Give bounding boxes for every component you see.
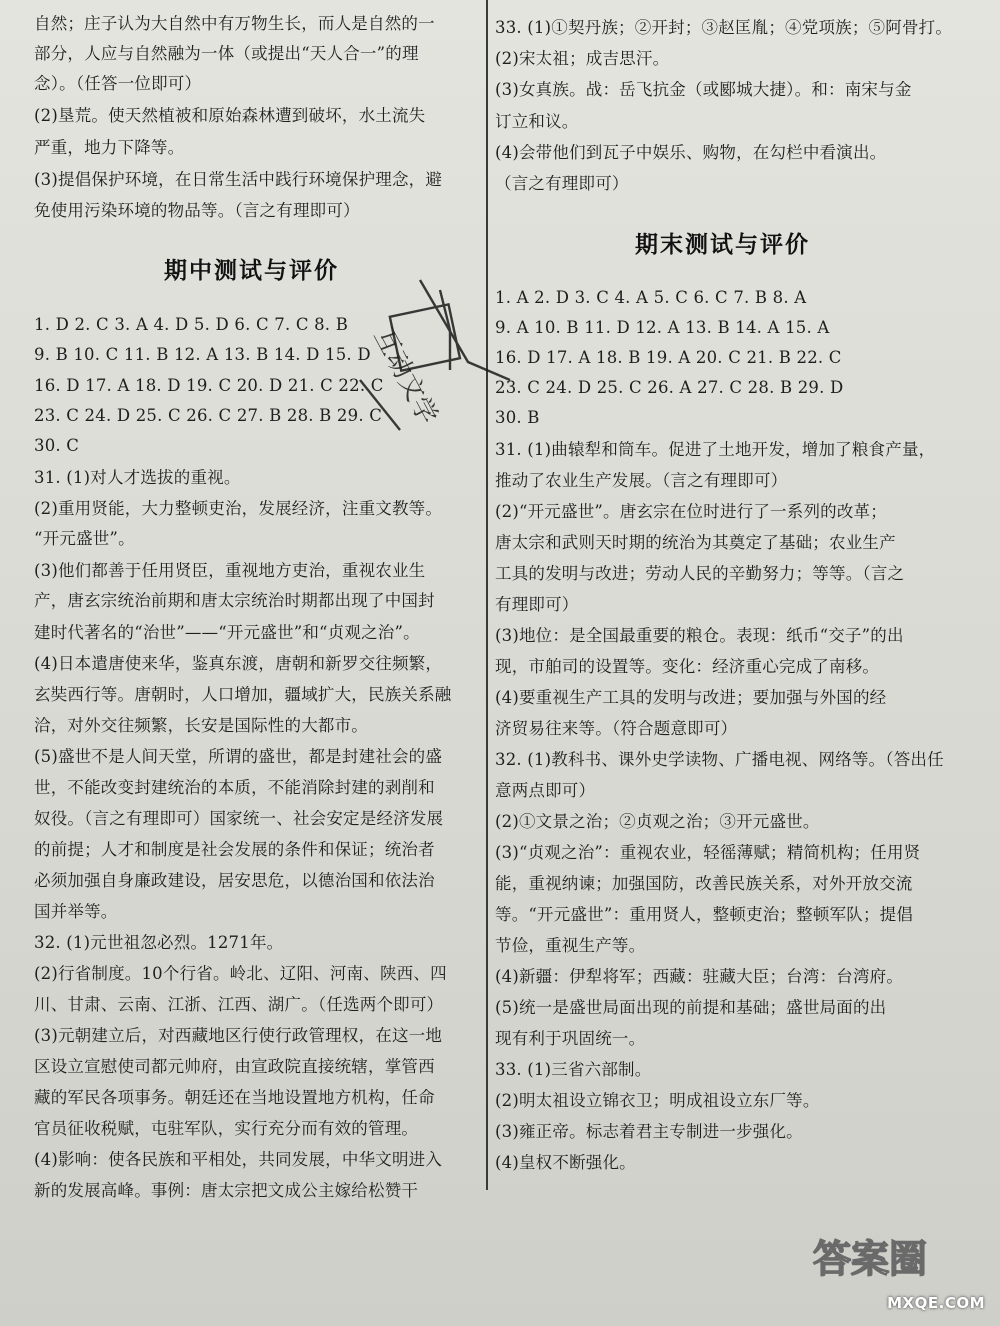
- text-line: (2)行省制度。10个行省。岭北、辽阳、河南、陕西、四: [34, 964, 447, 983]
- text-line: (2)明太祖设立锦衣卫；明成祖设立东厂等。: [495, 1091, 820, 1110]
- text-line: 32. (1)元世祖忽必烈。1271年。: [34, 933, 284, 952]
- text-line: 区设立宣慰使司都元帅府，由宣政院直接统辖，掌管西: [34, 1057, 435, 1076]
- text-line: 能，重视纳谏；加强国防，改善民族关系，对外开放交流: [495, 874, 913, 893]
- text-line: 部分，人应与自然融为一体（或提出“天人合一”的理: [34, 44, 419, 63]
- text-line: (5)盛世不是人间天堂，所谓的盛世，都是封建社会的盛: [34, 747, 443, 766]
- text-line: 现，市舶司的设置等。变化：经济重心完成了南移。: [495, 657, 880, 676]
- site-watermark: [805, 1228, 995, 1318]
- answer-row: 16. D 17. A 18. B 19. A 20. C 21. B 22. C: [495, 348, 842, 367]
- answer-row: 23. C 24. D 25. C 26. C 27. B 28. B 29. C: [34, 406, 383, 425]
- answer-row: 1. A 2. D 3. C 4. A 5. C 6. C 7. B 8. A: [495, 288, 807, 307]
- answer-row: 23. C 24. D 25. C 26. A 27. C 28. B 29. D: [495, 378, 844, 397]
- text-line: (2)宋太祖；成吉思汗。: [495, 49, 670, 68]
- text-line: 唐太宗和武则天时期的统治为其奠定了基础；农业生产: [495, 533, 896, 552]
- text-line: 严重，地力下降等。: [34, 138, 185, 157]
- text-line: 33. (1)三省六部制。: [495, 1060, 652, 1079]
- watermark-logo-icon: [805, 1228, 995, 1288]
- text-line: 产，唐玄宗统治前期和唐太宗统治时期都出现了中国封: [34, 591, 435, 610]
- answer-row: 16. D 17. A 18. D 19. C 20. D 21. C 22. C: [34, 376, 384, 395]
- text-line: (3)他们都善于任用贤臣，重视地方吏治，重视农业生: [34, 561, 426, 580]
- text-line: 官员征收税赋，屯驻军队，实行充分而有效的管理。: [34, 1119, 419, 1138]
- text-line: 等。“开元盛世”：重用贤人，整顿吏治；整顿军队；提倡: [495, 905, 914, 924]
- text-line: 国并举等。: [34, 902, 118, 921]
- text-line: (2)“开元盛世”。唐玄宗在位时进行了一系列的改革；: [495, 502, 887, 521]
- text-line: 必须加强自身廉政建设，居安思危，以德治国和依法治: [34, 871, 435, 890]
- text-line: 31. (1)曲辕犁和筒车。促进了土地开发，增加了粮食产量，: [495, 440, 936, 459]
- text-line: 世，不能改变封建统治的本质，不能消除封建的剥削和: [34, 778, 435, 797]
- answer-row: 9. A 10. B 11. D 12. A 13. B 14. A 15. A: [495, 318, 830, 337]
- answer-row: 1. D 2. C 3. A 4. D 5. D 6. C 7. C 8. B: [34, 315, 349, 334]
- text-line: 奴役。（言之有理即可）国家统一、社会安定是经济发展: [34, 809, 444, 828]
- text-line: 玄奘西行等。唐朝时，人口增加，疆域扩大，民族关系融: [34, 685, 452, 704]
- text-line: (5)统一是盛世局面出现的前提和基础；盛世局面的出: [495, 998, 887, 1017]
- column-divider: [486, 0, 488, 1190]
- text-line: 有理即可）: [495, 595, 579, 614]
- text-line: 31. (1)对人才选拔的重视。: [34, 468, 241, 487]
- text-line: 川、甘肃、云南、江浙、江西、湖广。（任选两个即可）: [34, 995, 444, 1014]
- text-line: (2)①文景之治；②贞观之治；③开元盛世。: [495, 812, 820, 831]
- text-line: (4)皇权不断强化。: [495, 1153, 636, 1172]
- text-line: 订立和议。: [495, 112, 579, 131]
- text-line: 现有利于巩固统一。: [495, 1029, 646, 1048]
- stamp-mark: [300, 270, 520, 440]
- text-line: (3)地位：是全国最重要的粮仓。表现：纸币“交子”的出: [495, 626, 904, 645]
- text-line: 节俭，重视生产等。: [495, 936, 646, 955]
- text-line: (3)元朝建立后，对西藏地区行使行政管理权，在这一地: [34, 1026, 443, 1045]
- text-line: 工具的发明与改进；劳动人民的辛勤努力；等等。（言之: [495, 564, 905, 583]
- text-line: 推动了农业生产发展。（言之有理即可）: [495, 471, 788, 490]
- text-line: (3)女真族。战：岳飞抗金（或郾城大捷）。和：南宋与金: [495, 80, 912, 99]
- section-title-final: 期末测试与评价: [635, 232, 810, 258]
- text-line: (4)影响：使各民族和平相处，共同发展，中华文明进入: [34, 1150, 443, 1169]
- stamp-text: 互动文学: [367, 323, 443, 430]
- answer-row: 30. B: [495, 408, 540, 427]
- text-line: 建时代著名的“治世”——“开元盛世”和“贞观之治”。: [34, 623, 420, 642]
- text-line: (2)重用贤能，大力整顿吏治，发展经济，注重文教等。: [34, 499, 443, 518]
- text-line: (4)会带他们到瓦子中娱乐、购物，在勾栏中看演出。: [495, 143, 887, 162]
- watermark-text: MXQE.COM: [887, 1294, 985, 1312]
- answer-row: 9. B 10. C 11. B 12. A 13. B 14. D 15. D: [34, 345, 371, 364]
- text-line: “开元盛世”。: [34, 529, 135, 548]
- text-line: 33. (1)①契丹族；②开封；③赵匡胤；④党项族；⑤阿骨打。: [495, 18, 953, 37]
- text-line: 的前提；人才和制度是社会发展的条件和保证；统治者: [34, 840, 435, 859]
- text-line: (3)雍正帝。标志着君主专制进一步强化。: [495, 1122, 803, 1141]
- section-title-midterm: 期中测试与评价: [164, 258, 339, 284]
- text-line: (3)提倡保护环境，在日常生活中践行环境保护理念，避: [34, 170, 443, 189]
- text-line: 念）。（任答一位即可）: [34, 74, 202, 93]
- svg-text:答案圈: 答案圈: [813, 1237, 928, 1281]
- text-line: 洽，对外交往频繁，长安是国际性的大都市。: [34, 716, 368, 735]
- text-line: 新的发展高峰。事例：唐太宗把文成公主嫁给松赞干: [34, 1181, 419, 1200]
- text-line: (4)要重视生产工具的发明与改进；要加强与外国的经: [495, 688, 887, 707]
- answer-row: 30. C: [34, 436, 80, 455]
- text-line: (2)垦荒。使天然植被和原始森林遭到破坏，水土流失: [34, 106, 426, 125]
- text-line: (4)日本遣唐使来华，鉴真东渡，唐朝和新罗交往频繁，: [34, 654, 443, 673]
- text-line: 意两点即可）: [495, 781, 596, 800]
- text-line: (3)“贞观之治”：重视农业，轻徭薄赋；精简机构；任用贤: [495, 843, 921, 862]
- text-line: 免使用污染环境的物品等。（言之有理即可）: [34, 201, 360, 220]
- text-line: （言之有理即可）: [495, 174, 629, 193]
- text-line: 自然；庄子认为大自然中有万物生长，而人是自然的一: [34, 14, 435, 33]
- text-line: 32. (1)教科书、课外史学读物、广播电视、网络等。（答出任: [495, 750, 944, 769]
- text-line: 藏的军民各项事务。朝廷还在当地设置地方机构，任命: [34, 1088, 435, 1107]
- text-line: (4)新疆：伊犁将军；西藏：驻藏大臣；台湾：台湾府。: [495, 967, 904, 986]
- text-line: 济贸易往来等。（符合题意即可）: [495, 719, 738, 738]
